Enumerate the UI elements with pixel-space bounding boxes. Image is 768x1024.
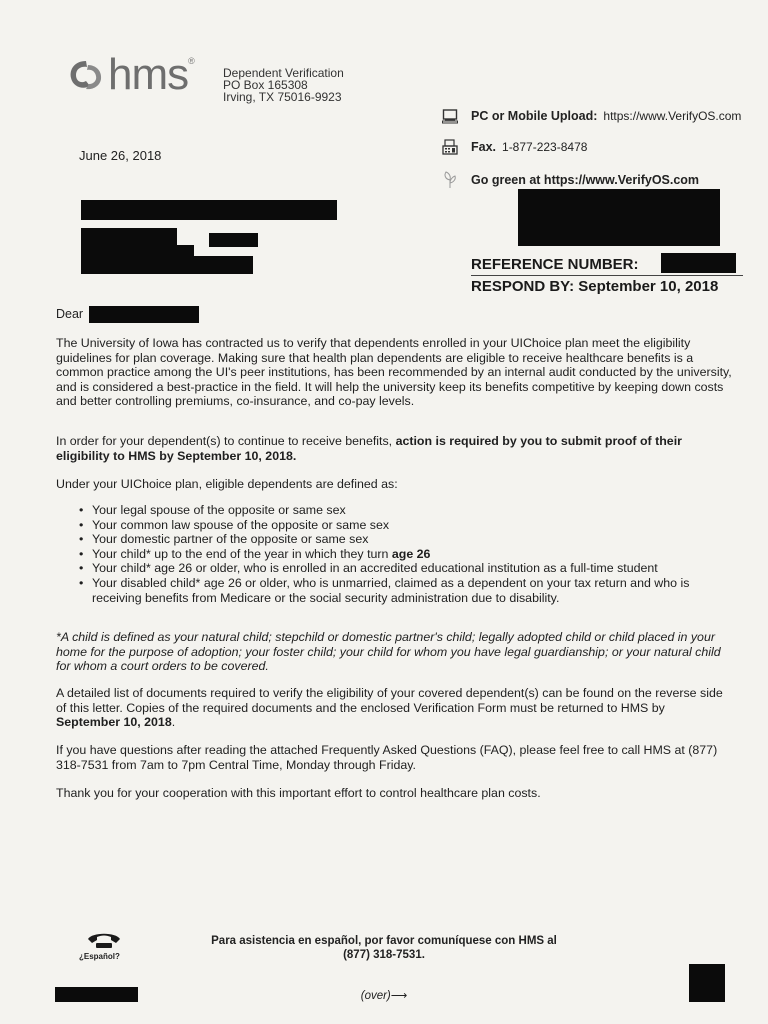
eligibility-intro: [56, 477, 732, 492]
list-item: • Your disabled child* age 26 or older, who is unmarried, claimed as a dependent on your tax return and who is receiving benefits from Medicare or the social security administration due to disability.: [56, 576, 732, 605]
thank-you-paragraph: [56, 786, 732, 801]
sender-address: [223, 67, 344, 103]
age-26-text: age 26: [391, 546, 431, 561]
child-definition-footnote: [56, 630, 732, 674]
intro-text: The University of Iowa has contracted us to verify that dependents enrolled in your UIChoice plan meet the eligibility guidelines for plan coverage. Making sure that health plan dependents are eligible to receive healthcare benefits is a common practice among the UI's peer institutions, has been recommended by an internal audit conducted by the university, and is considered a best-practice in the field. It will help the university keep its benefits competitive by keeping down costs and better controlling premiums, co-insurance, and co-pay levels.: [56, 336, 732, 409]
spanish-line: Para asistencia en español, por favor comuníquese con HMS al: [211, 935, 557, 947]
thank-you-text: Thank you for your cooperation with this important effort to control healthcare plan costs.: [56, 786, 541, 800]
intro-paragraph: [56, 336, 732, 409]
action-text: In order for your dependent(s) to continue to receive benefits,: [56, 434, 396, 448]
redacted-barcode-block: [518, 189, 720, 246]
over-label: (over)⟶: [360, 990, 408, 1002]
go-green-contact: [441, 171, 705, 189]
list-item-text: Your child* up to the end of the year in which they turn: [92, 546, 392, 561]
list-item: [56, 547, 732, 562]
reference-number-label: REFERENCE NUMBER:: [471, 256, 639, 273]
fax-number: 1-877-223-8478: [502, 140, 588, 154]
respond-by-deadline: RESPOND BY: September 10, 2018: [471, 278, 719, 295]
documents-paragraph: [56, 686, 732, 730]
redacted-corner-mark: [689, 964, 725, 1002]
letter-date: June 26, 2018: [79, 148, 162, 163]
espanol-label: ¿Español?: [79, 952, 120, 961]
salutation: [56, 307, 83, 321]
registered-mark: ®: [188, 56, 195, 66]
redacted-recipient-line: [81, 228, 177, 246]
redacted-recipient-salutation: [89, 306, 199, 323]
upload-contact: [441, 107, 741, 125]
upload-url[interactable]: https://www.VerifyOS.com: [603, 109, 742, 123]
leaf-icon: [441, 171, 459, 189]
hms-logo: [66, 50, 195, 100]
sender-line: PO Box 165308: [223, 78, 308, 92]
list-item: • Your legal spouse of the opposite or same sex: [56, 503, 732, 518]
upload-label: PC or Mobile Upload:: [471, 109, 598, 123]
spanish-assistance: [0, 934, 768, 962]
redacted-recipient-name: [81, 200, 337, 220]
eligibility-intro-text: Under your UIChoice plan, eligible dependents are defined as:: [56, 477, 398, 491]
action-paragraph: [56, 434, 732, 463]
sender-line: Irving, TX 75016-9923: [223, 90, 342, 104]
questions-text: If you have questions after reading the attached Frequently Asked Questions (FAQ), please feel free to call HMS at (877) 318-7531 from 7am to 7pm Central Time, Monday through Friday.: [56, 743, 718, 772]
fax-icon: [441, 138, 459, 156]
divider: [471, 275, 743, 276]
fax-label: Fax.: [471, 140, 497, 154]
footnote-text: *A child is defined as your natural child; stepchild or domestic partner's child; legally adopted child or child placed in your home for the purpose of adoption; your foster child; your child for whom you have legal guardianship; or your natural child for whom a court orders to be covered.: [56, 630, 721, 674]
salutation-text: Dear: [56, 307, 84, 321]
hms-swirl-icon: [66, 57, 106, 93]
documents-text: A detailed list of documents required to verify the eligibility of your covered dependent(s) can be found on the reverse side of this letter. Copies of the required documents and the enclosed Verification Form must be returned to HMS by: [56, 686, 723, 715]
eligible-dependents-list: [56, 503, 732, 605]
list-item: • Your common law spouse of the opposite or same sex: [56, 518, 732, 533]
redacted-recipient-line: [81, 256, 253, 274]
go-green-text[interactable]: Go green at https://www.VerifyOS.com: [471, 173, 700, 187]
fax-contact: [441, 138, 587, 156]
logo-text: hms: [108, 50, 189, 99]
redacted-recipient-line: [209, 233, 258, 247]
sender-line: Dependent Verification: [223, 66, 344, 80]
list-item: • Your child* age 26 or older, who is enrolled in an accredited educational institution as a full-time student: [56, 561, 732, 576]
questions-paragraph: [56, 743, 732, 772]
computer-icon: [441, 107, 459, 125]
documents-end: .: [171, 715, 176, 730]
list-item: • Your domestic partner of the opposite or same sex: [56, 532, 732, 547]
action-required-text: action is required by you to submit proof of their eligibility to HMS by September 10, 2018.: [56, 434, 682, 463]
deadline-date: September 10, 2018: [56, 715, 172, 730]
redacted-reference-number: [661, 253, 736, 273]
spanish-phone: (877) 318-7531.: [343, 949, 425, 961]
